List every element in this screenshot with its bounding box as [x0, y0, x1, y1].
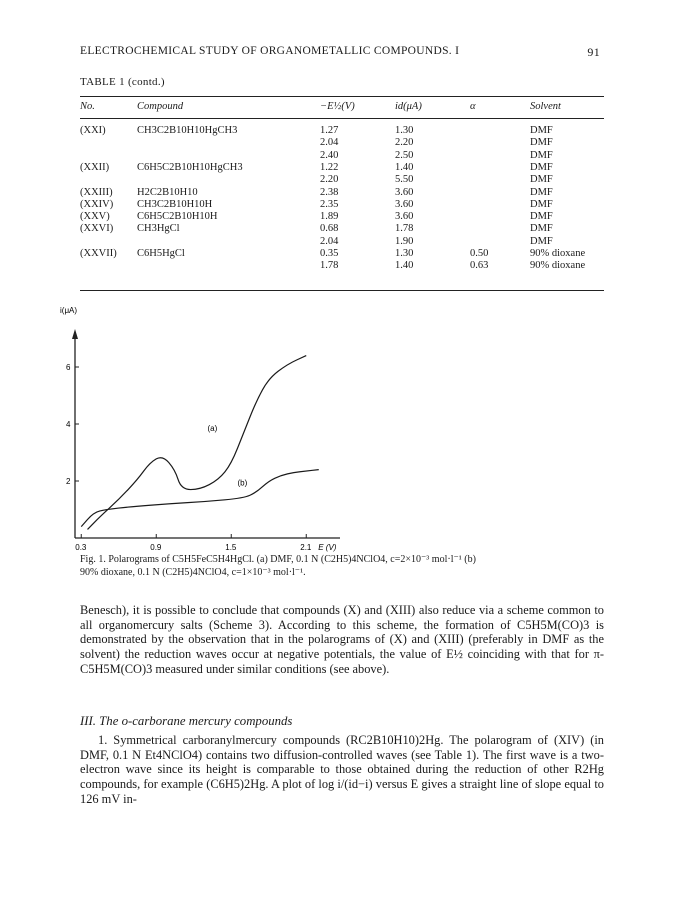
- table-cell-alpha: 0.63: [470, 260, 489, 272]
- table-cell-no: (XXII): [80, 161, 110, 173]
- figure-caption: [80, 553, 604, 579]
- table-cell-e: 0.35: [320, 248, 339, 259]
- y-axis-arrow: [72, 329, 78, 339]
- table-cell-compound: C6H5C2B10H10H: [137, 211, 218, 223]
- table-cell-id: 2.50: [395, 149, 414, 161]
- table-cell-no: (XXV): [80, 211, 110, 223]
- table-cell-e: 1.89: [320, 211, 339, 223]
- running-head-title: ELECTROCHEMICAL STUDY OF ORGANOMETALLIC COMPOUNDS. I: [80, 45, 460, 57]
- table-cell-solvent: 90% dioxane: [530, 248, 586, 259]
- table-cell-solvent: DMF: [530, 125, 553, 136]
- table-cell-e: 0.68: [320, 223, 339, 235]
- table-cell-e: 2.35: [320, 198, 339, 210]
- series-line-b: [81, 470, 319, 527]
- table-cell-compound: CH3HgCl: [137, 223, 180, 235]
- x-tick-label: 0.3: [75, 543, 87, 552]
- table-cell-no: (XXIII): [80, 186, 113, 198]
- table-header-cell: id(μA): [395, 101, 422, 112]
- table-cell-e: 2.40: [320, 149, 339, 161]
- body-paragraph-1: Benesch), it is possible to conclude that compounds (X) and (XIII) also reduce via a scheme common to all organomercury salts (Scheme 3). According to this scheme, the formation of C5H5M(CO)3 is demonstrated by the observation that in the polarograms of (X) and (XIII) (preferably in DMF as the solvent) the reduction waves occur at negative potentials, the value of E½ coinciding with that for π-C5H5M(CO)3 measured under similar conditions (see above).: [80, 603, 604, 676]
- series-label-a: (a): [207, 424, 218, 434]
- table-header-cell: No.: [80, 101, 95, 112]
- series-line-a: [88, 356, 307, 530]
- table-cell-no: (XXVII): [80, 248, 117, 259]
- table-cell-solvent: 90% dioxane: [530, 260, 586, 272]
- table-cell-e: 2.04: [320, 137, 339, 149]
- table-cell-solvent: DMF: [530, 149, 553, 161]
- table-cell-e: 2.38: [320, 186, 339, 198]
- table-cell-id: 1.90: [395, 235, 414, 247]
- section-heading: III. The o-carborane mercury compounds: [80, 714, 293, 728]
- table-cell-id: 5.50: [395, 174, 414, 186]
- table-top-rule: [80, 96, 604, 97]
- table-cell-compound: CH3C2B10H10HgCH3: [137, 125, 238, 136]
- table-cell-id: 2.20: [395, 137, 414, 149]
- table-cell-e: 1.22: [320, 161, 339, 173]
- table-cell-compound: C6H5C2B10H10HgCH3: [137, 161, 243, 173]
- x-tick-label: 0.9: [150, 543, 162, 552]
- polarogram-chart: [60, 305, 350, 555]
- table-bottom-rule: [80, 290, 604, 291]
- table-cell-id: 1.78: [395, 223, 414, 235]
- table-cell-solvent: DMF: [530, 223, 553, 235]
- table-cell-no: (XXVI): [80, 223, 114, 235]
- table-cell-solvent: DMF: [530, 235, 553, 247]
- table-cell-compound: C6H5HgCl: [137, 248, 185, 259]
- table-cell-e: 1.78: [320, 260, 339, 272]
- table-header-cell: Compound: [137, 101, 184, 112]
- y-axis-label: i(μA): [60, 306, 78, 315]
- table-cell-id: 1.30: [395, 125, 414, 136]
- table-cell-solvent: DMF: [530, 211, 553, 223]
- table-header-cell: Solvent: [530, 101, 561, 112]
- table-header-cell: α: [470, 101, 476, 112]
- table-cell-id: 1.30: [395, 248, 414, 259]
- table-cell-solvent: DMF: [530, 186, 553, 198]
- x-tick-label: 1.5: [225, 543, 237, 552]
- table-cell-solvent: DMF: [530, 137, 553, 149]
- table-cell-no: (XXIV): [80, 198, 114, 210]
- table-cell-id: 1.40: [395, 260, 414, 272]
- running-head: [80, 45, 600, 61]
- table-header-cell: −E½(V): [320, 101, 355, 112]
- table-cell-solvent: DMF: [530, 198, 553, 210]
- table-cell-id: 1.40: [395, 161, 414, 173]
- table-cell-id: 3.60: [395, 211, 414, 223]
- table-caption: TABLE 1 (contd.): [80, 76, 165, 88]
- table-cell-id: 3.60: [395, 198, 414, 210]
- figure-caption-line-1: Fig. 1. Polarograms of C5H5FeC5H4HgCl. (a) DMF, 0.1 N (C2H5)4NClO4, c=2×10⁻³ mol·l⁻¹ (b): [80, 554, 476, 565]
- y-tick-label: 6: [66, 363, 71, 372]
- series-label-b: (b): [237, 478, 248, 488]
- y-tick-label: 4: [66, 420, 71, 429]
- table-cell-id: 3.60: [395, 186, 414, 198]
- table-cell-e: 2.20: [320, 174, 339, 186]
- table-cell-compound: H2C2B10H10: [137, 186, 198, 198]
- page-number: 91: [587, 45, 600, 59]
- x-axis-label: E (V): [318, 543, 337, 552]
- figure-caption-line-2: 90% dioxane, 0.1 N (C2H5)4NClO4, c=1×10⁻³ mol·l⁻¹.: [80, 567, 306, 578]
- table-cell-no: (XXI): [80, 125, 106, 136]
- table-cell-e: 1.27: [320, 125, 339, 136]
- table-cell-solvent: DMF: [530, 161, 553, 173]
- table-cell-alpha: 0.50: [470, 248, 489, 259]
- y-tick-label: 2: [66, 477, 71, 486]
- table-cell-solvent: DMF: [530, 174, 553, 186]
- body-paragraph-2: 1. Symmetrical carboranylmercury compounds (RC2B10H10)2Hg. The polarogram of (XIV) (in DMF, 0.1 N Et4NClO4) contains two diffusion-controlled waves (see Table 1). The first wave is a two-electron wave since its height is comparable to those obtained during the reduction of other R2Hg compounds, for example (C6H5)2Hg. A plot of log i/(id−i) versus E gives a straight line of slope equal to 126 mV in-: [80, 733, 604, 806]
- table-cell-e: 2.04: [320, 235, 339, 247]
- table-header-rule: [80, 118, 604, 119]
- table-cell-compound: CH3C2B10H10H: [137, 198, 213, 210]
- x-tick-label: 2.1: [300, 543, 312, 552]
